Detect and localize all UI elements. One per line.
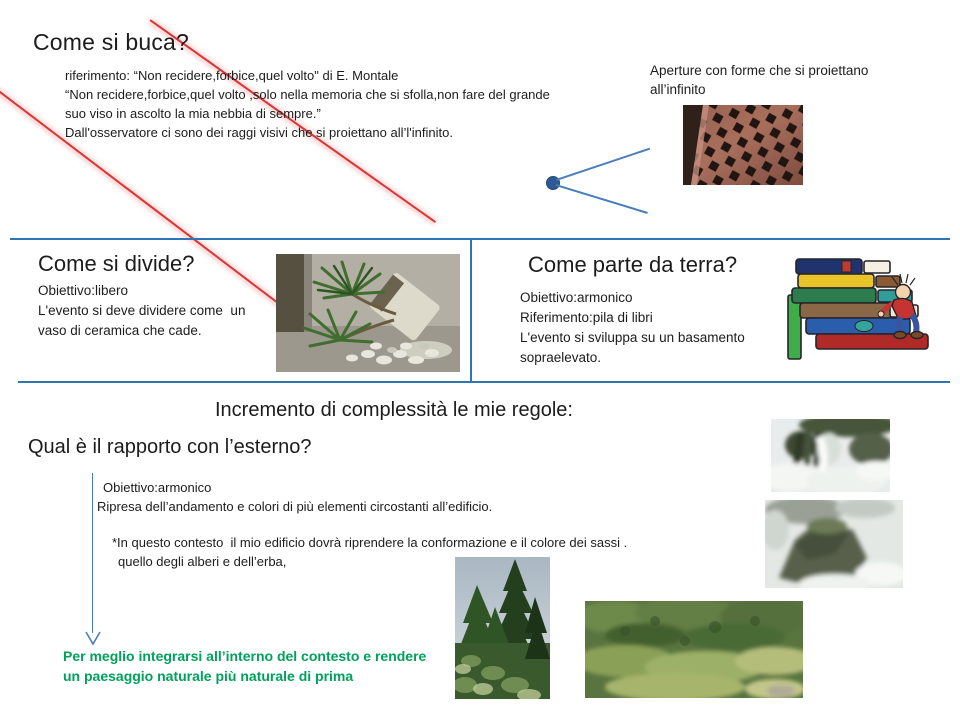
section-title-buca: Come si buca?: [33, 29, 190, 55]
text-line: sopraelevato.: [520, 350, 602, 365]
divider-top: [10, 238, 950, 240]
text-line: quello degli alberi e dell’erba,: [118, 554, 287, 569]
down-arrow-line: [92, 473, 94, 633]
section-title-terra: Come parte da terra?: [528, 252, 738, 277]
pine-forest-image: [455, 557, 550, 699]
text-line: Riferimento:pila di libri: [520, 310, 653, 325]
text-line: “Non recidere,forbice,quel volto ,solo nella memoria che si sfolla,non fare del grande: [65, 87, 550, 102]
section-title-esterno: Qual è il rapporto con l’esterno?: [28, 436, 312, 458]
text-line: Per meglio integrarsi all’interno del contesto e rendere: [63, 648, 427, 664]
esterno-body-text: [97, 478, 492, 516]
text-line: Ripresa dell’andamento e colori di più elementi circostanti all’edificio.: [97, 499, 493, 514]
visual-ray-down: [556, 184, 648, 214]
aperture-caption: Aperture con forme che si proiettano all’infinito: [650, 63, 869, 97]
divider-vertical: [470, 240, 472, 382]
section-title-divide: Come si divide?: [38, 251, 195, 276]
text-line: riferimento: “Non recidere,forbice,quel volto" di E. Montale: [65, 68, 399, 83]
fallen-vase-image: [276, 254, 460, 372]
terra-body-text: [520, 288, 745, 368]
book-stack-image: [786, 253, 934, 365]
text-line: *In questo contesto il mio edificio dovrà riprendere la conformazione e il colore dei sassi .: [112, 535, 628, 550]
text-line: Obiettivo:libero: [38, 283, 129, 298]
text-line: Obiettivo:armonico: [520, 290, 633, 305]
divide-body-text: [38, 281, 245, 341]
visual-ray-up: [556, 148, 650, 181]
text-line: un paesaggio naturale più naturale di prima: [63, 668, 354, 684]
down-arrow-head: [85, 631, 101, 646]
rules-heading: Incremento di complessità le mie regole:: [215, 399, 573, 421]
text-line: L'evento si sviluppa su un basamento: [520, 330, 745, 345]
divider-bottom: [18, 381, 950, 383]
text-line: Obiettivo:armonico: [103, 480, 212, 495]
perforated-panel-image: [683, 105, 803, 185]
text-line: suo viso in ascolto la mia nebbia di sempre.”: [65, 106, 321, 121]
boulder-stream-image: [765, 500, 903, 588]
text-line: vaso di ceramica che cade.: [38, 323, 202, 338]
green-conclusion-text: [63, 646, 426, 686]
meadow-image: [585, 601, 803, 698]
text-line: L'evento si deve dividere come un: [38, 303, 246, 318]
buca-body-text: [65, 66, 550, 142]
waterfall-image: [771, 419, 890, 492]
text-line: Dall'osservatore ci sono dei raggi visivi che si proiettano all’l'infinito.: [65, 125, 453, 140]
